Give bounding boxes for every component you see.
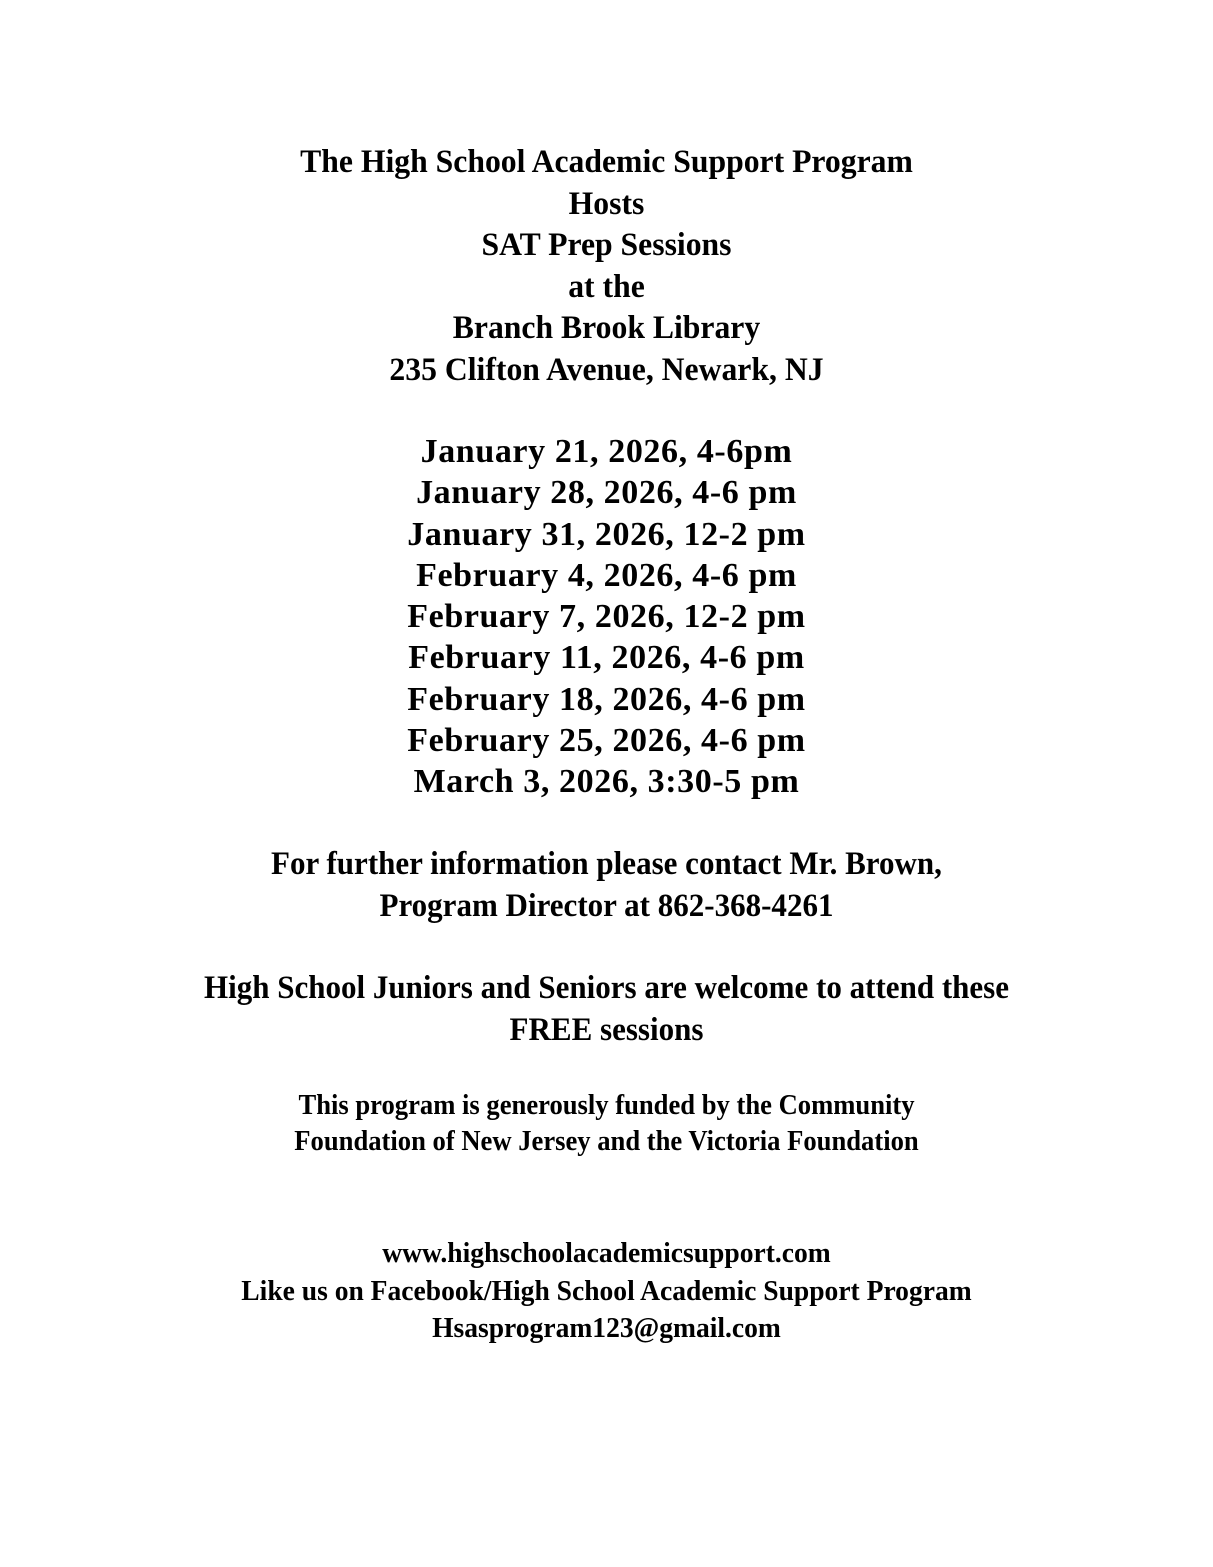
session-date: February 18, 2026, 4-6 pm: [407, 680, 806, 718]
contact-phone-line: Program Director at 862-368-4261: [379, 887, 834, 924]
session-date: February 4, 2026, 4-6 pm: [416, 556, 797, 594]
event-title: SAT Prep Sessions: [481, 227, 732, 263]
eligibility-line: High School Juniors and Seniors are welcome to attend these: [203, 970, 1010, 1006]
session-date: February 7, 2026, 12-2 pm: [407, 598, 806, 636]
website-link[interactable]: www.highschoolacademicsupport.com: [382, 1237, 831, 1269]
funding-line: This program is generously funded by the Community: [298, 1090, 915, 1121]
flyer-heading: [0, 142, 1213, 391]
funding-line: Foundation of New Jersey and the Victoria Foundation: [294, 1126, 919, 1157]
email-line: [30, 1310, 1182, 1348]
facebook-link[interactable]: Like us on Facebook/High School Academic Support Program: [241, 1274, 972, 1307]
session-schedule: [0, 431, 1213, 803]
contact-info: [0, 844, 1213, 927]
facebook-line: [30, 1273, 1182, 1311]
session-date: January 21, 2026, 4-6pm: [420, 433, 793, 470]
funding-acknowledgement: [0, 1088, 1213, 1160]
hosts-label: Hosts: [568, 185, 645, 222]
at-the-label: at the: [568, 268, 645, 305]
eligibility-notice: [0, 968, 1213, 1051]
email-link[interactable]: Hsasprogram123@gmail.com: [432, 1312, 781, 1344]
flyer-footer: [0, 1235, 1213, 1348]
session-date: February 11, 2026, 4-6 pm: [408, 639, 805, 677]
venue-name: Branch Brook Library: [452, 310, 761, 346]
website-link-line: [30, 1235, 1182, 1273]
free-sessions-line: FREE sessions: [509, 1011, 704, 1048]
session-date: January 28, 2026, 4-6 pm: [416, 474, 797, 512]
session-date: February 25, 2026, 4-6 pm: [407, 722, 806, 760]
contact-line: For further information please contact Mr. Brown,: [271, 846, 942, 882]
organization-name: The High School Academic Support Program: [300, 144, 913, 180]
session-date: March 3, 2026, 3:30-5 pm: [413, 763, 800, 801]
session-date: January 31, 2026, 12-2 pm: [407, 515, 806, 553]
venue-address: 235 Clifton Avenue, Newark, NJ: [389, 351, 824, 388]
